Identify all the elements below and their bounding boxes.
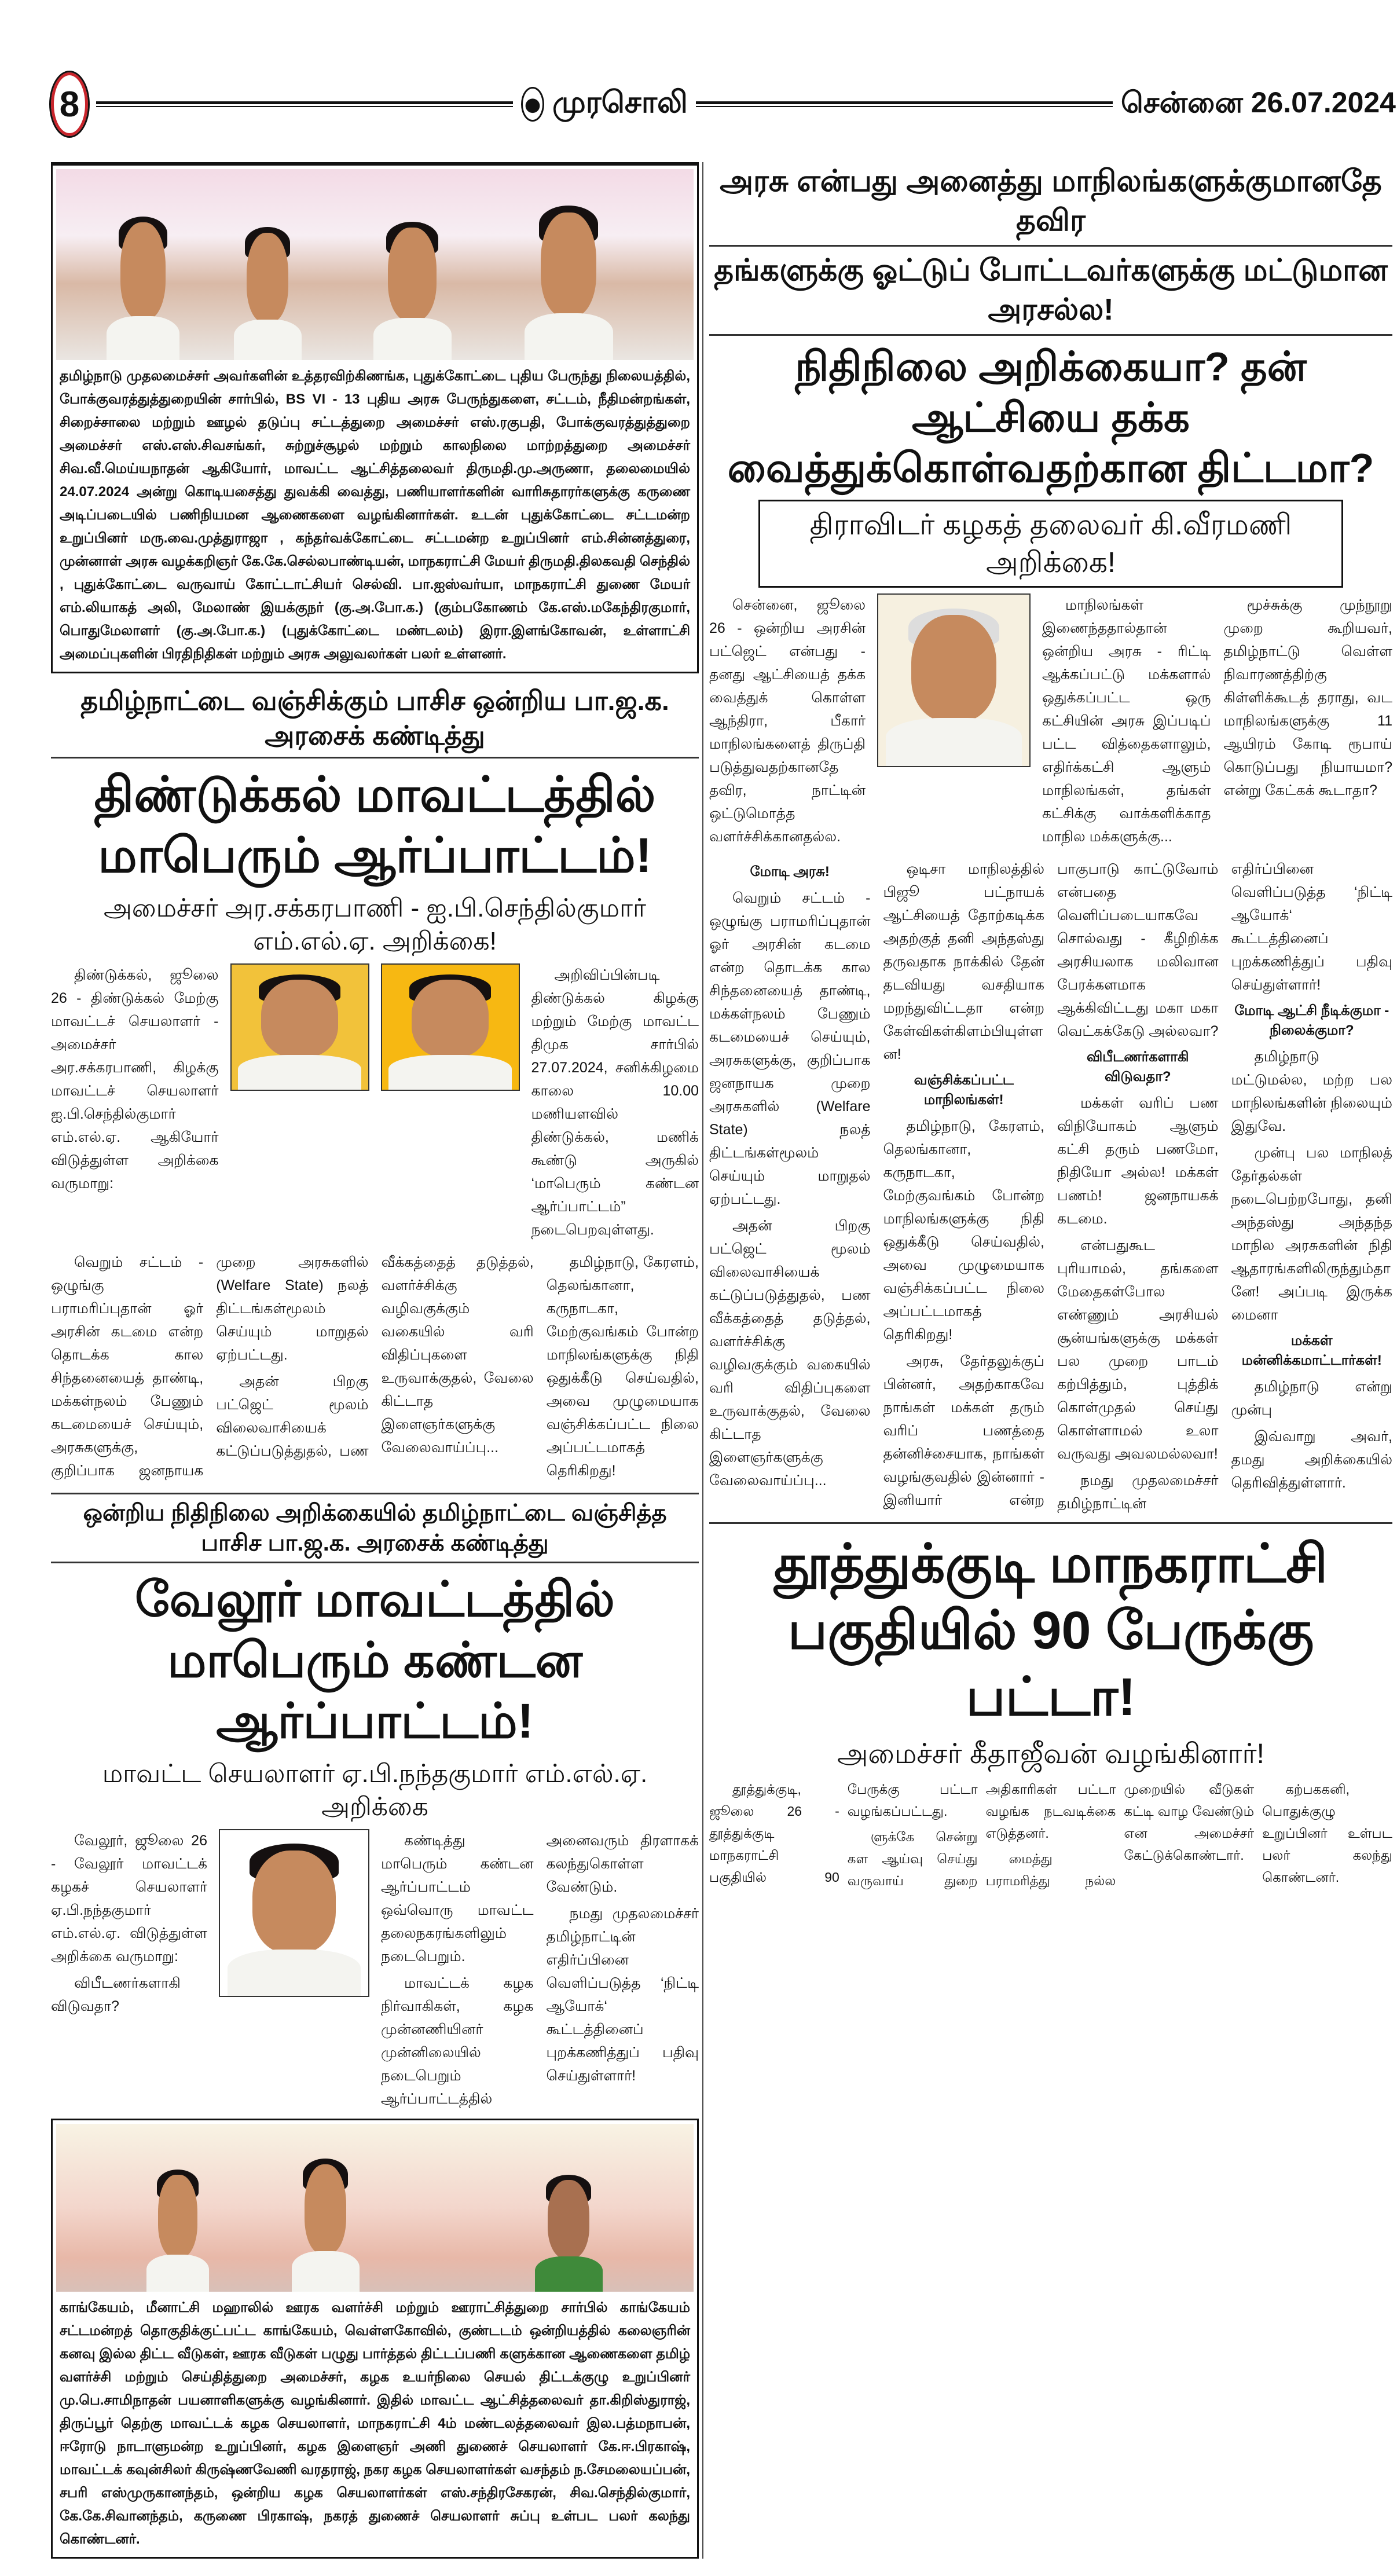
- vellore-body: [381, 1829, 699, 2110]
- dindigul-body-side: [531, 963, 699, 1245]
- dindigul-kicker: தமிழ்நாட்டை வஞ்சிக்கும் பாசிச ஒன்றிய பா.ஜ.க. அரசைக் கண்டித்து: [51, 684, 699, 758]
- paragraph: கண்டித்து மாபெரும் கண்டன ஆர்ப்பாட்டம் ஒவ்வொரு மாவட்ட தலைநகரங்களிலும் நடைபெறும்.: [381, 1833, 534, 1965]
- dindigul-subhead: அமைச்சர் அர.சக்கரபாணி - ஐ.பி.செந்தில்குமார் எம்.எல்.ஏ. அறிக்கை!: [104, 893, 646, 955]
- vellore-subhead: மாவட்ட செயலாளர் ஏ.பி.நந்தகுமார் எம்.எல்.ஏ. அறிக்கை: [102, 1759, 648, 1822]
- veeramani-body: [709, 858, 1392, 1515]
- veeramani-subhead: திராவிடர் கழகத் தலைவர் கி.வீரமணி அறிக்கை!: [758, 500, 1343, 588]
- paragraph: வெறும் சட்டம் - ஒழுங்கு பராமரிப்புதான் ஓர் அரசின் கடமை என்ற தொடக்க கால சிந்தனையைத் தாண்டி, மக்கள்நலம் பேணும் கடமையைச் செய்யும், அரசுகளுக்கு, குறிப்பாக ஜனநாயக முறை அரசுகளில் (Welfare State) நலத் திட்டங்கள்மூலம் செய்யும் மாறுதல் ஏற்பட்டது.: [51, 1254, 369, 1479]
- paragraph: ளுக்கே சென்று கள ஆய்வு செய்து வருவாய் துறை அதிகாரிகள் பட்டா வழங்க நடவடிக்கை எடுத்தனர்.: [847, 1782, 1116, 1889]
- nandakumar-portrait: [219, 1829, 369, 1997]
- veeramani-body-top: [1042, 593, 1392, 848]
- paragraph: தமிழ்நாடு, கேரளம், தெலங்கானா, கருநாடகா, மேற்குவங்கம் போன்ற மாநிலங்களுக்கு நிதி ஒதுக்கீடு செய்வதில், அவை முழுமையாக வஞ்சிக்கப்பட்ட நிலை அப்பட்டமாகத் தெரிகிறது!: [546, 1254, 699, 1479]
- paragraph: நமது முதலமைச்சர் தமிழ்நாட்டின் எதிர்ப்பினை வெளிப்படுத்த ‘நிட்டி ஆயோக்‘ கூட்டத்தினைப் புறக்கணித்துப் பதிவு செய்துள்ளார்!: [546, 1906, 699, 2084]
- veeramani-kicker-line2: தங்களுக்கு ஓட்டுப் போட்டவர்களுக்கு மட்டுமான அரசல்ல!: [709, 247, 1392, 336]
- paragraph: ஒடிசா மாநிலத்தில் பிஜூ பட்நாயக் ஆட்சியைத் தோற்கடிக்க அதற்குத் தனி அந்தஸ்து தருவதாக நாக்கில் தேன் தடவியது வசதியாக மறந்துவிட்டதா என்ற கேள்விகள்கிளம்பியுள்ளன!: [883, 860, 1044, 1062]
- paragraph: மாநிலங்கள் இணைந்ததால்தான் ஒன்றிய அரசு - ரிட்டி ஆக்கப்பட்டு மக்களால் ஒதுக்கப்பட்ட ஒரு கட்சியின் அரசு இப்படிப் பட்ட வித்தைகளாலும், எதிர்க்கட்சி ஆளும் மாநிலங்கள், தங்கள் கட்சிக்கு வாக்களிக்காத மாநில மக்களுக்கு...: [1042, 596, 1211, 845]
- paragraph: மைத்து பராமரித்து நல்ல முறையில் வீடுகள் கட்டி வாழ வேண்டும் என அமைச்சர் கேட்டுக்கொண்டார்.: [985, 1782, 1255, 1889]
- thoothukudi-body: [709, 1778, 1392, 1892]
- veeramani-body-lead: [709, 593, 866, 852]
- paragraph: வெறும் சட்டம் - ஒழுங்கு பராமரிப்புதான் ஓர் அரசின் கடமை என்ற தொடக்க கால சிந்தனையைத் தாண்டி, மக்கள்நலம் பேணும் கடமையைச் செய்யும், அரசுகளுக்கு, குறிப்பாக ஜனநாயக முறை அரசுகளில் (Welfare State) நலத் திட்டங்கள்மூலம் செய்யும் மாறுதல் ஏற்பட்டது.: [709, 889, 871, 1207]
- dindigul-headline: திண்டுக்கல் மாவட்டத்தில் மாபெரும் ஆர்ப்பாட்டம்!: [94, 767, 656, 882]
- paragraph: வேலூர், ஜூலை 26 - வேலூர் மாவட்டக் கழகச் செயலாளர் ஏ.பி.நந்தகுமார் எம்.எல்.ஏ. விடுத்துள்ள அறிக்கை வருமாறு:: [51, 1833, 207, 1965]
- paragraph: நமது முதலமைச்சர் தமிழ்நாட்டின் எதிர்ப்பினை வெளிப்படுத்த ‘நிட்டி ஆயோக்‘ கூட்டத்தினைப் புறக்கணித்துப் பதிவு செய்துள்ளார்!: [1057, 860, 1392, 1512]
- subheading: மோடி ஆட்சி நீடிக்குமா - நிலைக்குமா?: [1234, 1002, 1389, 1038]
- masthead-rule-left: [96, 101, 513, 107]
- paragraph: முன்பு பல மாநிலத் தேர்தல்கள் நடைபெற்றபோது, தனி அந்தஸ்து அந்தந்த மாநில அரசுகளின் நிதி ஆதாரங்களிலிருந்தும்தானே! அப்படி இருக்க மைனா: [1231, 1144, 1392, 1323]
- paragraph: மாவட்டக் கழக நிர்வாகிகள், கழக முன்னணியினர் முன்னிலையில் நடைபெறும் ஆர்ப்பாட்டத்தில் அனைவரும் திரளாகக் கலந்துகொள்ள வேண்டும்.: [381, 1833, 699, 2108]
- top-photo-box: [51, 162, 699, 673]
- paragraph: விபீடணர்களாகி விடுவதா?: [51, 1975, 181, 2015]
- top-photo-caption: தமிழ்நாடு முதலமைச்சர் அவர்களின் உத்தரவிற்கிணங்க, புதுக்கோட்டை புதிய பேருந்து நிலையத்தில், போக்குவரத்துத்துறையின் சார்பில், BS VI - 13 புதிய அரசு பேருந்துகளை, சட்டம், நீதிமன்றங்கள், சிறைச்சாலை மற்றும் ஊழல் தடுப்பு சட்டத்துறை அமைச்சர் எஸ்.ரகுபதி, போக்குவரத்துத்துறை அமைச்சர் எஸ்.எஸ்.சிவசங்கர், சுற்றுச்சூழல் மற்றும் காலநிலை மாற்றத்துறை அமைச்சர் சிவ.வீ.மெய்யநாதன் ஆகியோர், மாவட்ட ஆட்சித்தலைவர் திருமதி.மு.அருணா, தலைமையில் 24.07.2024 அன்று கொடியசைத்து துவக்கி வைத்து, பணியாளர்களின் வாரிசுதாரர்களுக்கு கருணை அடிப்படையில் பணிநியமன ஆணைகளை வழங்கினார்கள். உடன் புதுக்கோட்டை சட்டமன்ற உறுப்பினர் மரு.வை.முத்துராஜா , கந்தர்வக்கோட்டை சட்டமன்ற உறுப்பினர் எம்.சின்னத்துரை, முன்னாள் அரசு வழக்கறிஞர் கே.கே.செல்லபாண்டியன், மாநகராட்சி மேயர் திருமதி.திலகவதி செந்தில் , புதுக்கோட்டை வருவாய் கோட்டாட்சியர் செல்வி. பா.ஐஸ்வர்யா, மாநகராட்சி துணை மேயர் எம்.லியாகத் அலி, மேலாண் இயக்குநர் (கு.அ.போ.க.) (கும்பகோணம் கே.எஸ்.மகேந்திரகுமார், பொதுமேலாளர் (கு.அ.போ.க.) (புதுக்கோட்டை மண்டலம்) இரா.இளங்கோவன், உள்ளாட்சி அமைப்புகளின் பிரதிநிதிகள் மற்றும் அரசு அலுவலர்கள் பலர் உள்ளனர்.: [60, 368, 690, 662]
- left-column: [51, 162, 702, 2559]
- bottom-photo-box: [51, 2119, 699, 2559]
- subheading: மக்கள் மன்னிக்கமாட்டார்கள்!: [1241, 1332, 1382, 1368]
- vellore-body-row: [51, 1829, 699, 2110]
- masthead-rule-right: [696, 101, 1113, 107]
- thoothukudi-subhead: அமைச்சர் கீதாஜீவன் வழங்கினார்!: [837, 1738, 1264, 1769]
- page-body: [51, 162, 1396, 2559]
- right-column: [703, 162, 1392, 2559]
- bottom-photo-caption: காங்கேயம், மீனாட்சி மஹாலில் ஊரக வளர்ச்சி மற்றும் ஊராட்சித்துறை சார்பில் காங்கேயம் சட்டமன்றத் தொகுதிக்குட்பட்ட காங்கேயம், வெள்ளகோவில், குண்டடம் ஒன்றியத்தில் கலைஞரின் கனவு இல்ல திட்ட வீடுகள், ஊரக வீடுகள் பழுது பார்த்தல் திட்டப்பணி களுக்கான ஆணைகளை தமிழ் வளர்ச்சி மற்றும் செய்தித்துறை அமைச்சர், கழக உயர்நிலை செயல் திட்டக்குழு உறுப்பினர் மு.பெ.சாமிநாதன் பயனாளிகளுக்கு வழங்கினார். இதில் மாவட்ட ஆட்சித்தலைவர் தா.கிறிஸ்துராஜ், திருப்பூர் தெற்கு மாவட்டக் கழக செயலாளர், மாநகராட்சி 4ம் மண்டலத்தலைவர் இல.பத்மநாபன், ஈரோடு நாடாளுமன்ற உறுப்பினர், கழக இளைஞர் அணி துணைச் செயலாளர் கே.ஈ.பிரகாஷ், மாவட்டக் கவுன்சிலர் கிருஷ்ணவேணி வரதராஜ், நகர கழக செயலாளர்கள் வசந்தம் ந.சேமலையப்பன், சபரி எஸ்முருகானந்தம், ஒன்றிய கழக செயலாளர்கள் எஸ்.சந்திரசேகரன், சிவ.செந்தில்குமார், கே.கே.சிவானந்தம், கருணை பிரகாஷ், நகரத் துணைச் செயலாளர் சுப்பு உள்பட பலர் கலந்து கொண்டனர்.: [60, 2300, 691, 2548]
- paragraph: கற்பககனி, பொதுக்குழு உறுப்பினர் உள்பட பலர் கலந்து கொண்டனர்.: [1262, 1782, 1392, 1885]
- murasoli-emblem-icon: [521, 87, 544, 122]
- vellore-kicker: ஒன்றிய நிதிநிலை அறிக்கையில் தமிழ்நாட்டை வஞ்சித்த பாசிச பா.ஜ.க. அரசைக் கண்டித்து: [51, 1493, 699, 1563]
- paragraph: அதன் பிறகு பட்ஜெட் மூலம் விலைவாசியைக் கட்டுப்படுத்துதல், பண வீக்கத்தைத் தடுத்தல், வளர்ச்சிக்கு வழிவகுக்கும் வகையில் வரி விதிப்புகளை உருவாக்குதல், வேலை கிட்டாத இளைஞர்களுக்கு வேலைவாய்ப்பு...: [216, 1254, 534, 1459]
- section-rule: [709, 1522, 1392, 1524]
- subheading: மோடி அரசு!: [750, 863, 830, 880]
- senthilkumar-portrait: [381, 963, 520, 1091]
- vellore-body-lead: [51, 1829, 207, 2021]
- paragraph: தமிழ்நாடு என்று முன்பு: [1231, 1378, 1392, 1418]
- veeramani-headline: நிதிநிலை அறிக்கையா? தன் ஆட்சியை தக்க வைத்துக்கொள்வதற்கான திட்டமா?: [727, 344, 1374, 491]
- paragraph: தமிழ்நாடு, கேரளம், தெலங்கானா, கருநாடகா, மேற்குவங்கம் போன்ற மாநிலங்களுக்கு நிதி ஒதுக்கீடு செய்வதில், அவை முழுமையாக வஞ்சிக்கப்பட்ட நிலை அப்பட்டமாகத் தெரிகிறது!: [883, 1117, 1044, 1343]
- veeramani-lead-row: [709, 593, 1392, 852]
- paragraph: என்பதுகூட புரியாமல், தங்களை மேதைகள்போல எண்ணும் அரசியல் சூன்யங்களுக்கு மக்கள் பல முறை பாடம் கற்பித்தும், புத்திக் கொள்முதல் செய்து கொள்ளாமல் உலா வருவது அவலமல்லவா!: [1057, 1237, 1219, 1462]
- veeramani-kicker-line1: அரசு என்பது அனைத்து மாநிலங்களுக்குமானதே தவிர: [709, 162, 1392, 247]
- paragraph: தூத்துக்குடி, ஜூலை 26 - தூத்துக்குடி மாநகராட்சி பகுதியில் 90 பேருக்கு பட்டா வழங்கப்பட்டது.: [709, 1782, 978, 1885]
- paragraph: அறிவிப்பின்படி திண்டுக்கல் கிழக்கு மற்றும் மேற்கு மாவட்ட திமுக சார்பில் 27.07.2024, சனிக்கிழமை காலை 10.00 மணியளவில் திண்டுக்கல், மணிக் கூண்டு அருகில் ‘மாபெரும் கண்டன ஆர்ப்பாட்டம்” நடைபெறவுள்ளது.: [531, 966, 699, 1238]
- paragraph: அரசு, தேர்தலுக்குப் பின்னர், அதற்காகவே நாங்கள் மக்கள் தரும் வரிப் பணத்தை தன்னிச்சையாக, நாங்கள் வழங்குவதில் இன்னார் - இனியார் என்ற பாகுபாடு காட்டுவோம் என்பதை வெளிப்படையாகவே சொல்வது - கீழிறிக்க அரசியலாக மலிவான பேரக்களமாக ஆக்கிவிட்டது மகா மகா வெட்கக்கேடு அல்லவா?: [883, 860, 1219, 1508]
- subheading: விபீடணர்களாகி விடுவதா?: [1086, 1049, 1189, 1084]
- masthead: [51, 69, 1396, 139]
- page-number: 8: [51, 72, 88, 136]
- paragraph: சென்னை, ஜூலை 26 - ஒன்றிய அரசின் பட்ஜெட் என்பது - தனது ஆட்சியைத் தக்க வைத்துக் கொள்ள ஆந்திரா, பீகார் மாநிலங்களைத் திருப்தி படுத்துவதற்கானதே தவிர, நாட்டின் ஒட்டுமொத்த வளர்ச்சிக்கானதல்ல.: [709, 596, 866, 845]
- dindigul-body: [51, 1251, 699, 1482]
- kangeyam-event-photo: [56, 2124, 694, 2292]
- paper-name: முரசொலி: [552, 85, 688, 119]
- bus-inauguration-photo: [56, 169, 694, 360]
- paragraph: அதன் பிறகு பட்ஜெட் மூலம் விலைவாசியைக் கட்டுப்படுத்துதல், பண வீக்கத்தைத் தடுத்தல், வளர்ச்சிக்கு வழிவகுக்கும் வகையில் வரி விதிப்புகளை உருவாக்குதல், வேலை கிட்டாத இளைஞர்களுக்கு வேலைவாய்ப்பு...: [709, 1217, 871, 1489]
- paragraph: மூச்சுக்கு முந்நூறு முறை கூறியவர், தமிழ்நாட்டு வெள்ள நிவாரணத்திற்கு கிள்ளிக்கூடத் தராது, வட மாநிலங்களுக்கு 11 ஆயிரம் கோடி ரூபாய் கொடுப்பது நியாயமா? என்று கேட்கக் கூடாதா?: [1223, 596, 1392, 798]
- masthead-logo: [521, 85, 688, 124]
- veeramani-portrait: [877, 593, 1031, 767]
- paragraph: இவ்வாறு அவர், தமது அறிக்கையில் தெரிவித்துள்ளார்.: [1231, 1428, 1392, 1491]
- paragraph: திண்டுக்கல், ஜூலை 26 - திண்டுக்கல் மேற்கு மாவட்டச் செயலாளர் - அமைச்சர் அர.சக்கரபாணி, கிழக்கு மாவட்டச் செயலாளர் ஐ.பி.செந்தில்குமார் எம்.எல்.ஏ. ஆகியோர் விடுத்துள்ள அறிக்கை வருமாறு:: [51, 966, 219, 1192]
- dindigul-body-lead: [51, 963, 219, 1199]
- paragraph: தமிழ்நாடு மட்டுமல்ல, மற்ற பல மாநிலங்களின் நிலையும் இதுவே.: [1231, 1048, 1392, 1134]
- paragraph: மக்கள் வரிப் பண விநியோகம் ஆளும் கட்சி தரும் பணமோ, நிதியோ அல்ல! மக்கள் பணம்! ஜனநாயகக் கடமை.: [1057, 1094, 1219, 1227]
- subheading: வஞ்சிக்கப்பட்ட மாநிலங்கள்!: [914, 1072, 1014, 1108]
- vellore-headline: வேலூர் மாவட்டத்தில் மாபெரும் கண்டன ஆர்ப்பாட்டம்!: [135, 1571, 615, 1748]
- sakkarapani-portrait: [230, 963, 369, 1091]
- dindigul-lead-row: [51, 963, 699, 1245]
- thoothukudi-headline: தூத்துக்குடி மாநகராட்சி பகுதியில் 90 பேருக்கு பட்டா!: [773, 1534, 1328, 1727]
- dateline: சென்னை 26.07.2024: [1120, 86, 1396, 119]
